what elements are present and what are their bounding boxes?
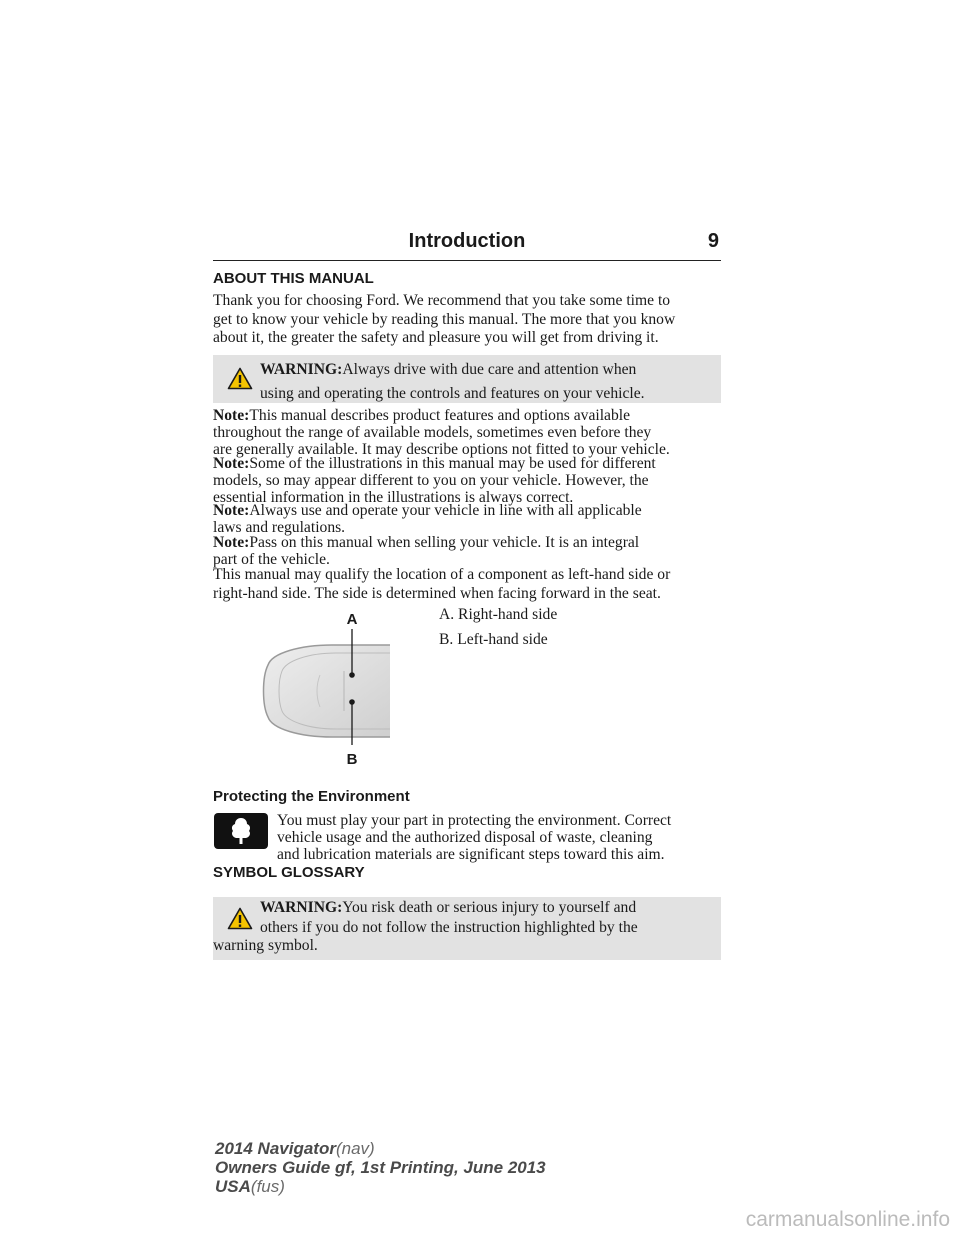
warning-label: WARNING: [260,361,343,378]
warning-line: using and operating the controls and features on your vehicle. [260,385,645,402]
about-line: about it, the greater the safety and pleasure you will get from driving it. [213,329,659,346]
warning-text [260,898,715,938]
about-line: Thank you for choosing Ford. We recommend that you take some time to [213,292,671,309]
warning-line: Always drive with due care and attention when [342,361,637,378]
environment-line: You must play your part in protecting the environment. Correct [277,812,672,829]
warning-box-glossary [213,897,721,960]
figure-legend [439,606,557,656]
warning-label: WARNING: [260,899,343,916]
note-line: Pass on this manual when selling your vehicle. It is an integral [249,534,640,551]
section-title: Introduction [408,230,526,252]
footer-market-code: (fus) [250,1177,285,1196]
vehicle-top-view-illustration [260,605,400,770]
note-label: Note: [213,534,250,551]
note-label: Note: [213,407,250,424]
warning-triangle-icon [227,367,253,390]
note-line: essential information in the illustrations is always correct. [213,489,574,506]
note-line: part of the vehicle. [213,551,330,568]
side-paragraph [213,566,721,603]
glossary-heading: SYMBOL GLOSSARY [213,864,365,881]
footer-market: USA [215,1177,251,1196]
watermark: carmanualsonline.info [745,1208,950,1231]
warning-triangle-icon [227,907,253,930]
footer-model-code: (nav) [335,1139,375,1158]
about-line: get to know your vehicle by reading this manual. The more that you know [213,310,676,328]
note-line: models, so may appear different to you on your vehicle. However, the [213,472,649,489]
warning-line: warning symbol. [213,937,318,954]
page-number: 9 [707,230,719,252]
environment-paragraph [277,812,721,863]
note-4 [213,534,721,568]
document-footer [215,1139,546,1196]
footer-model: 2014 Navigator [215,1139,336,1158]
warning-line: You risk death or serious injury to yourself and [342,899,637,916]
note-line: are generally available. It may describe options not fitted to your vehicle. [213,441,670,458]
note-line: This manual describes product features and options available [249,407,630,424]
environment-line: and lubrication materials are significant steps toward this aim. [277,846,665,863]
footer-guide: Owners Guide gf, 1st Printing, June 2013 [215,1158,546,1177]
figure-label-b: B [346,751,358,768]
legend-item-a: A. Right-hand side [439,606,558,623]
note-line: laws and regulations. [213,519,346,536]
environment-heading: Protecting the Environment [213,788,410,805]
note-line: Some of the illustrations in this manual may be used for different [249,455,656,472]
note-3 [213,502,721,536]
legend-item-b: B. Left-hand side [439,631,548,648]
note-label: Note: [213,502,250,519]
note-1 [213,407,721,458]
warning-box [213,355,721,403]
figure-label-a: A [346,611,358,628]
note-2 [213,455,721,506]
warning-line: others if you do not follow the instruction highlighted by the [260,919,638,936]
about-heading: ABOUT THIS MANUAL [213,270,374,287]
note-label: Note: [213,455,250,472]
tree-icon [214,813,268,849]
side-line: This manual may qualify the location of a component as left-hand side or [213,566,671,583]
side-line: right-hand side. The side is determined when facing forward in the seat. [213,584,661,602]
about-paragraph [213,292,721,348]
environment-line: vehicle usage and the authorized disposal of waste, cleaning [277,829,653,846]
note-line: throughout the range of available models, sometimes even before they [213,424,652,441]
page-header [213,230,721,261]
warning-text [260,358,715,406]
note-line: Always use and operate your vehicle in line with all applicable [249,502,642,519]
